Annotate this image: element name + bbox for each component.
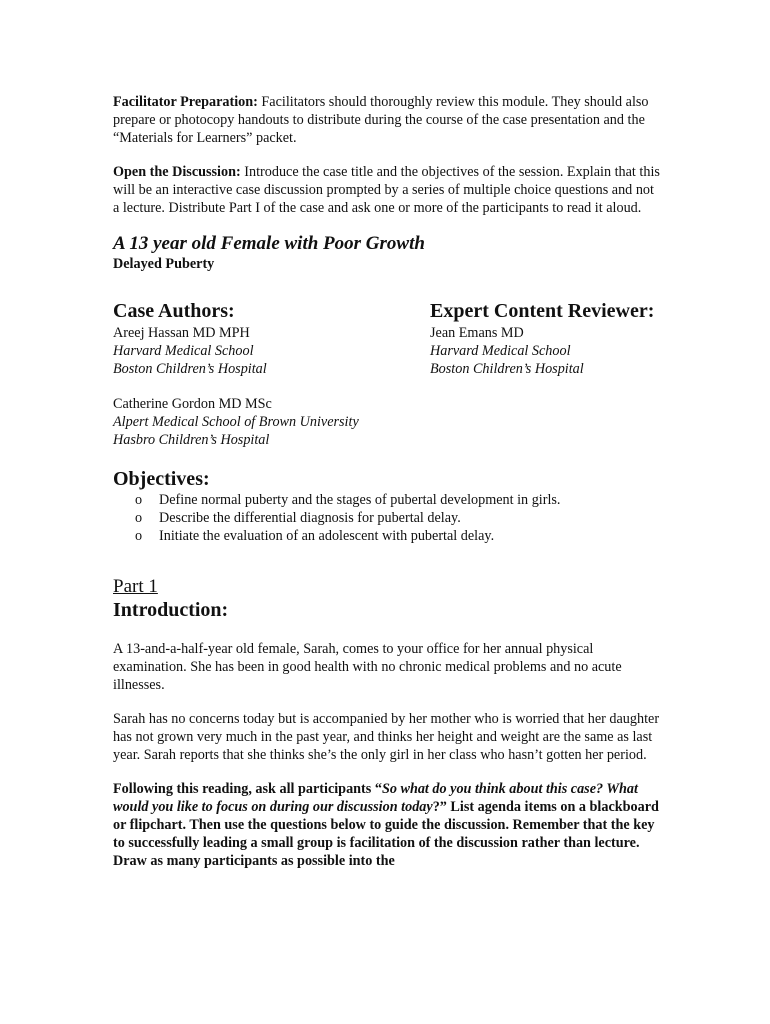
reviewer-affiliation-2: Boston Children’s Hospital xyxy=(430,361,584,377)
reviewer xyxy=(430,324,663,378)
list-bullet: o xyxy=(135,510,143,526)
instruction-text-before: Following this reading, ask all participants “ xyxy=(113,781,382,797)
author-2-name: Catherine Gordon MD MSc xyxy=(113,396,272,412)
objectives-heading: Objectives: xyxy=(113,468,210,490)
list-bullet: o xyxy=(135,492,143,508)
open-discussion-label: Open the Discussion: xyxy=(113,164,241,180)
authors-section xyxy=(113,299,663,449)
case-authors-column xyxy=(113,299,430,449)
objective-text: Initiate the evaluation of an adolescent with pubertal delay. xyxy=(159,528,495,544)
objective-text: Describe the differential diagnosis for pubertal delay. xyxy=(159,510,461,526)
case-subtitle: Delayed Puberty xyxy=(113,256,215,272)
author-1-affiliation-2: Boston Children’s Hospital xyxy=(113,361,267,377)
facilitator-preparation-paragraph xyxy=(113,93,663,147)
objective-item xyxy=(135,491,663,509)
case-title: A 13 year old Female with Poor Growth xyxy=(113,233,425,254)
intro-paragraph-1: A 13-and-a-half-year old female, Sarah, comes to your office for her annual physical examination. She has been in good health with no chronic medical problems and no acute illnesses. xyxy=(113,641,622,693)
list-bullet: o xyxy=(135,528,143,544)
reviewer-name: Jean Emans MD xyxy=(430,325,524,341)
objectives-section xyxy=(113,467,663,545)
objective-text: Define normal puberty and the stages of pubertal development in girls. xyxy=(159,492,561,508)
instruction-question: So what do you think about this case? What would you like to focus on during our discussion today xyxy=(113,781,638,815)
case-authors-heading: Case Authors: xyxy=(113,300,235,322)
introduction-heading: Introduction: xyxy=(113,599,229,621)
author-1 xyxy=(113,324,430,378)
reviewer-affiliation-1: Harvard Medical School xyxy=(430,343,571,359)
author-2 xyxy=(113,395,430,449)
facilitator-preparation-label: Facilitator Preparation: xyxy=(113,94,258,110)
reviewer-heading: Expert Content Reviewer: xyxy=(430,300,655,322)
part-label: Part 1 xyxy=(113,576,158,597)
facilitator-instruction-paragraph xyxy=(113,780,663,870)
intro-paragraph-2: Sarah has no concerns today but is accompanied by her mother who is worried that her daughter has not grown very much in the past year, and thinks her height and weight are the same as last year. Sarah reports that she thinks she’s the only girl in her class who hasn’t gotten her period. xyxy=(113,711,660,763)
document-body xyxy=(113,93,663,870)
author-1-name: Areej Hassan MD MPH xyxy=(113,325,250,341)
instruction-text-after: ?” List agenda items on a blackboard or flipchart. Then use the questions below to guide the discussion. Remember that the key to successfully leading a small group is facilitation of the discussion rather than lecture. Draw as many participants as possible into the xyxy=(113,799,659,869)
objective-item xyxy=(135,527,663,545)
objectives-list xyxy=(113,491,663,545)
author-2-affiliation-2: Hasbro Children’s Hospital xyxy=(113,432,270,448)
facilitator-preparation-text: Facilitators should thoroughly review this module. They should also prepare or photocopy handouts to distribute during the course of the case presentation and the “Materials for Learners” packet. xyxy=(113,94,649,146)
open-discussion-paragraph xyxy=(113,163,663,217)
author-1-affiliation-1: Harvard Medical School xyxy=(113,343,254,359)
author-2-affiliation-1: Alpert Medical School of Brown University xyxy=(113,414,359,430)
reviewer-column xyxy=(430,299,663,449)
open-discussion-text: Introduce the case title and the objectives of the session. Explain that this will be an interactive case discussion prompted by a series of multiple choice questions and not a lecture. Distribute Part I of the case and ask one or more of the participants to read it aloud. xyxy=(113,164,660,216)
objective-item xyxy=(135,509,663,527)
